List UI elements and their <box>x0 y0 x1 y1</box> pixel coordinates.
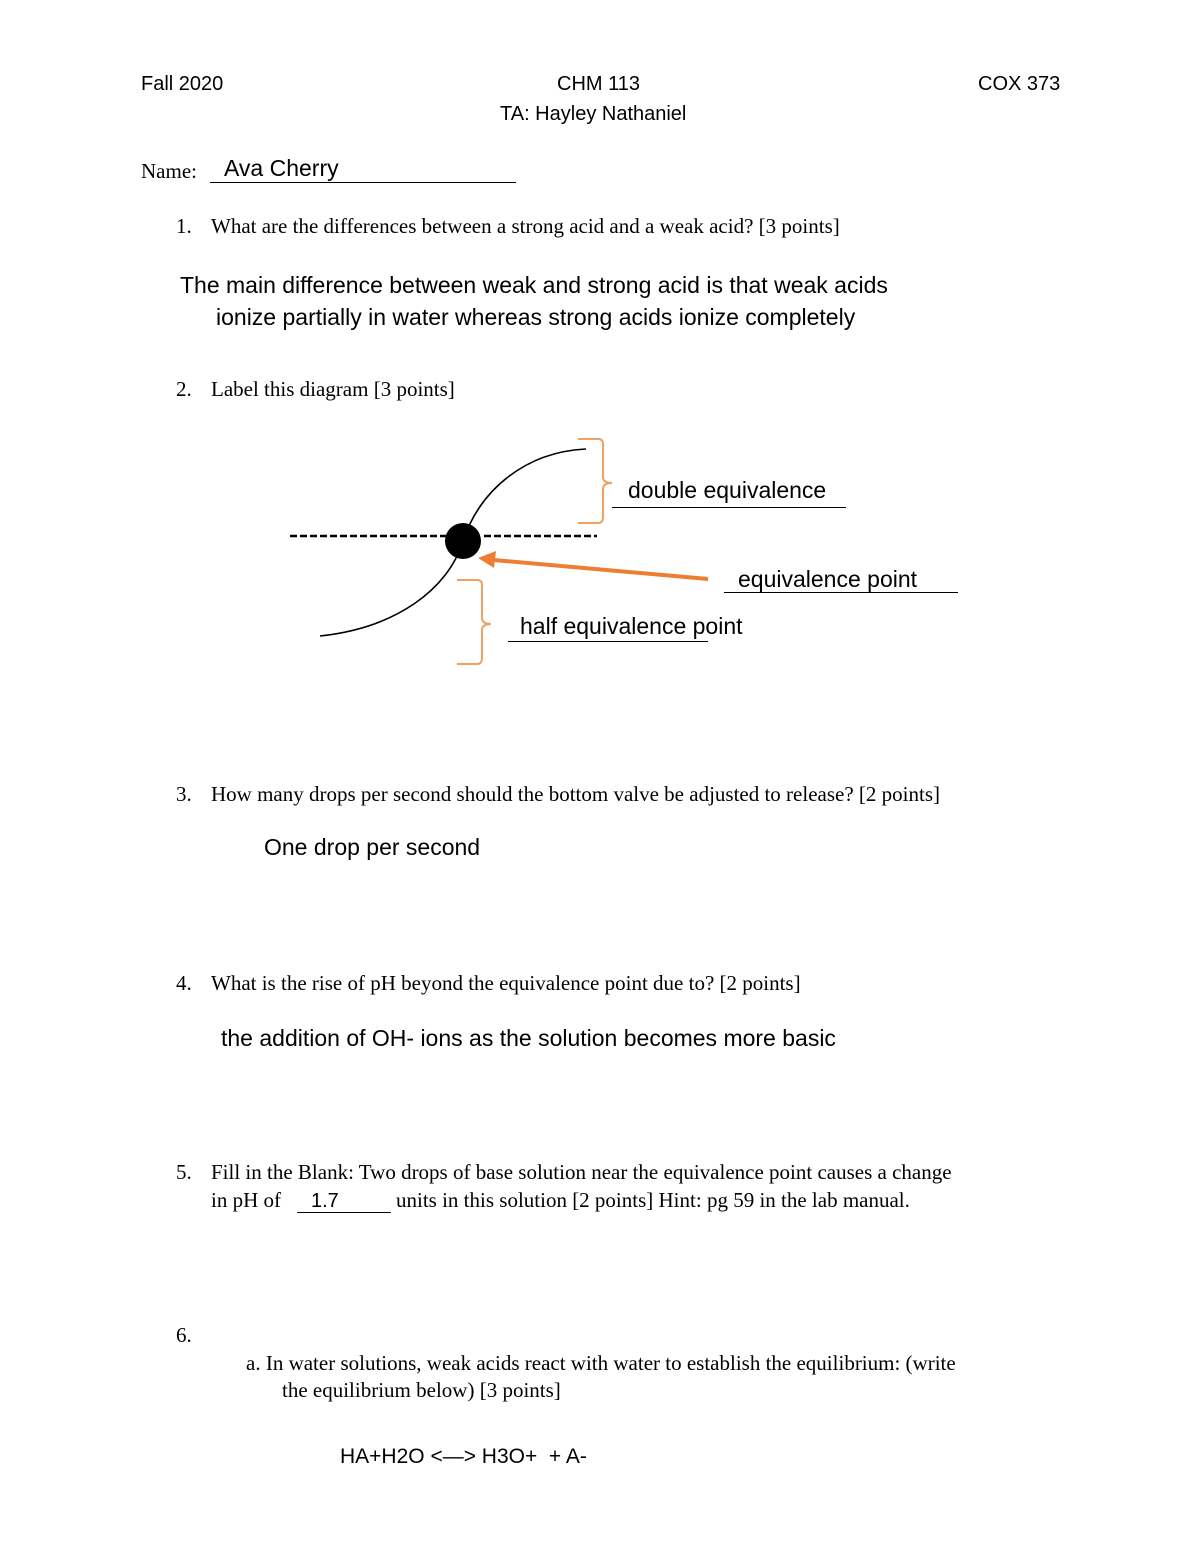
q3-number: 3. <box>176 782 192 806</box>
room-label: COX 373 <box>978 73 1061 95</box>
label-double-equivalence: double equivalence <box>628 477 827 503</box>
label-top-underline <box>612 507 846 508</box>
q3-answer: One drop per second <box>264 834 481 860</box>
q6-part-a-line2: the equilibrium below) [3 points] <box>282 1378 561 1402</box>
q5-blank-value: 1.7 <box>311 1190 339 1212</box>
label-middle-underline <box>724 592 958 593</box>
q1-answer-line1: The main difference between weak and strong acid is that weak acids <box>180 272 888 298</box>
label-half-equivalence-point: half equivalence point <box>520 613 743 639</box>
equivalence-dot <box>445 523 481 559</box>
equivalence-arrow-head <box>478 551 496 568</box>
q1-answer-line2: ionize partially in water whereas strong acids ionize completely <box>216 304 856 330</box>
q2-number: 2. <box>176 377 192 401</box>
student-name: Ava Cherry <box>224 155 339 181</box>
q3-text: How many drops per second should the bottom valve be adjusted to release? [2 points] <box>211 782 940 806</box>
q6-part-a-line1: a. In water solutions, weak acids react with water to establish the equilibrium: (write <box>246 1351 956 1375</box>
q1-number: 1. <box>176 214 192 238</box>
q5-line2-prefix: in pH of <box>211 1188 281 1212</box>
label-bottom-underline <box>508 641 708 642</box>
q2-text: Label this diagram [3 points] <box>211 377 455 401</box>
top-brace <box>578 439 612 523</box>
q1-text: What are the differences between a strong acid and a weak acid? [3 points] <box>211 214 840 238</box>
name-label: Name: <box>141 159 197 183</box>
bottom-brace <box>457 580 491 664</box>
q5-line2-suffix: units in this solution [2 points] Hint: pg 59 in the lab manual. <box>396 1188 910 1212</box>
q4-number: 4. <box>176 971 192 995</box>
label-equivalence-point: equivalence point <box>738 566 918 592</box>
q4-text: What is the rise of pH beyond the equivalence point due to? [2 points] <box>211 971 801 995</box>
ta-label: TA: Hayley Nathaniel <box>500 103 687 125</box>
q4-answer: the addition of OH- ions as the solution becomes more basic <box>221 1025 836 1051</box>
course-label: CHM 113 <box>557 73 640 95</box>
equivalence-arrow-shaft <box>494 560 708 579</box>
q5-blank-underline <box>297 1212 391 1213</box>
q5-number: 5. <box>176 1160 192 1184</box>
q6-answer: HA+H2O <—> H3O+ + A- <box>340 1445 587 1468</box>
q5-line1: Fill in the Blank: Two drops of base solution near the equivalence point causes a change <box>211 1160 952 1184</box>
q6-number: 6. <box>176 1323 192 1347</box>
term-label: Fall 2020 <box>141 73 224 95</box>
